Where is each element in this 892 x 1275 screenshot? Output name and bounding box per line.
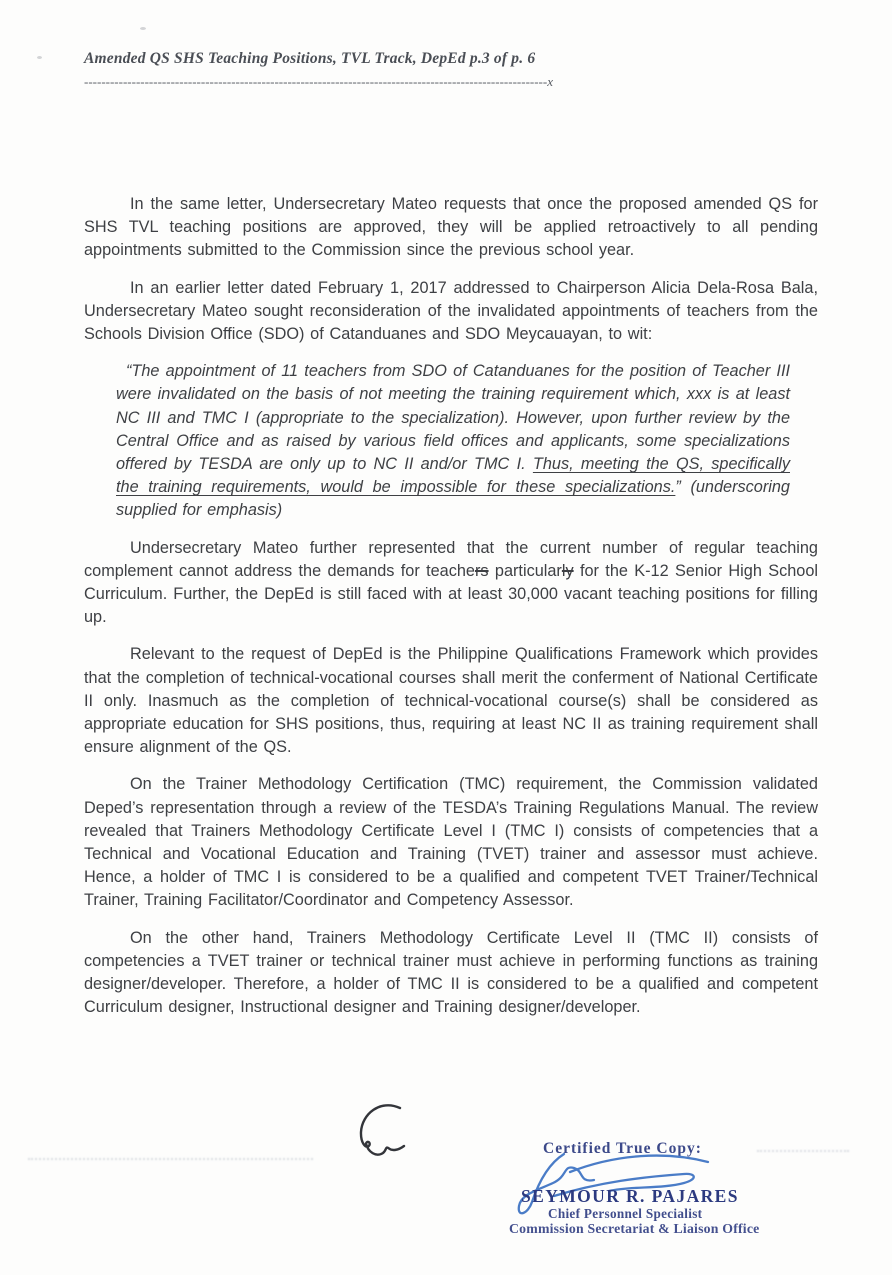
text-segment: In the same letter, Undersecretary Mateo requests that once the proposed amended QS for SHS TVL teaching positions are approved, they will be applied retroactively to all pending appointments submitted to the Commission since the previous school year. — [84, 195, 818, 260]
text-segment: On the other hand, Trainers Methodology Certificate Level II (TMC II) consists of competencies a TVET trainer or technical trainer must achieve in performing functions as training designer/developer. Therefore, a holder of TMC II is considered to be a qualified and competent Curriculum designer, Instructional designer and Training designer/developer. — [84, 928, 818, 1017]
text-segment: “The appointment of 11 teachers from SDO of Catanduanes for the position of Teacher III were invalidated on the basis of not meeting the training requirement which, xxx is at least NC III and TMC I (appropriate to the specialization). However, upon further review by the Central Office and as raised by various field offices and applicants, some specializations offered by TESDA are only up to NC II and/or TMC I. — [116, 362, 790, 474]
paragraph-pqf — [84, 643, 818, 759]
text-segment: for the K-12 Senior High School Curriculum. Further, the DepEd is still faced with at least 30,000 vacant teaching positions for filling up. — [84, 561, 818, 627]
scan-speck — [140, 27, 146, 30]
paragraph-tmc-1 — [84, 773, 818, 912]
scan-artifact-smudge-left — [28, 1158, 313, 1160]
text-segment: On the Trainer Methodology Certification (TMC) requirement, the Commission validated Deped’s representation through a review of the TESDA’s Training Regulations Manual. The review revealed that Trainers Methodology Certificate Level I (TMC I) consists of competencies that a Technical and Vocational Education and Training (TVET) trainer and assessor must achieve. Hence, a holder of TMC I is considered to be a qualified and competent TVET Trainer/Technical Trainer, Training Facilitator/Coordinator and Competency Assessor. — [84, 775, 818, 910]
paragraph-earlier-letter — [84, 277, 818, 347]
text-segment: Relevant to the request of DepEd is the Philippine Qualifications Framework which provides that the completion of technical-vocational courses shall merit the conferment of National Certificate II only. Inasmuch as the completion of technical-vocational course(s) shall be considered as appropriate education for SHS positions, thus, requiring at least NC II as training requirement shall ensure alignment of the QS. — [84, 645, 818, 757]
text-segment-underline: Thus, meeting the QS, specifically the training requirements, would be impossible for these specializations. — [116, 455, 790, 497]
header-dashed-divider: -----------------------------------------------------------------------------------------------------------x — [84, 74, 553, 89]
signatory-office: Commission Secretariat & Liaison Office — [509, 1221, 760, 1236]
paragraph-same-letter — [84, 193, 818, 263]
paragraph-teaching-complement — [84, 537, 818, 630]
text-segment-strike: ly — [561, 561, 574, 580]
handwritten-curl-mark — [356, 1102, 414, 1164]
quote-block — [116, 360, 790, 522]
scan-speck — [37, 56, 42, 59]
scan-artifact-smudge-right — [757, 1150, 849, 1152]
text-segment: In an earlier letter dated February 1, 2017 addressed to Chairperson Alicia Dela-Rosa Bala, Undersecretary Mateo sought reconsideration of the invalidated appointments of teachers from the Schools Division Office (SDO) of Catanduanes and SDO Meycauayan, to wit: — [84, 278, 818, 344]
signatory-name: SEYMOUR R. PAJARES — [521, 1186, 739, 1206]
page-header-title: Amended QS SHS Teaching Positions, TVL Track, DepEd p.3 of p. 6 — [84, 50, 536, 67]
paragraph-tmc-2 — [84, 927, 818, 1020]
signatory-title: Chief Personnel Specialist — [548, 1206, 703, 1221]
text-segment: ” (underscoring supplied for emphasis) — [116, 478, 790, 520]
text-segment-strike: rs — [475, 561, 489, 580]
text-segment: Undersecretary Mateo further represented that the current number of regular teaching complement cannot address the demands for teache — [84, 538, 818, 580]
document-body — [84, 193, 818, 1034]
certified-true-copy-stamp: Certified True Copy: — [543, 1140, 702, 1157]
text-segment: particular — [488, 561, 562, 580]
